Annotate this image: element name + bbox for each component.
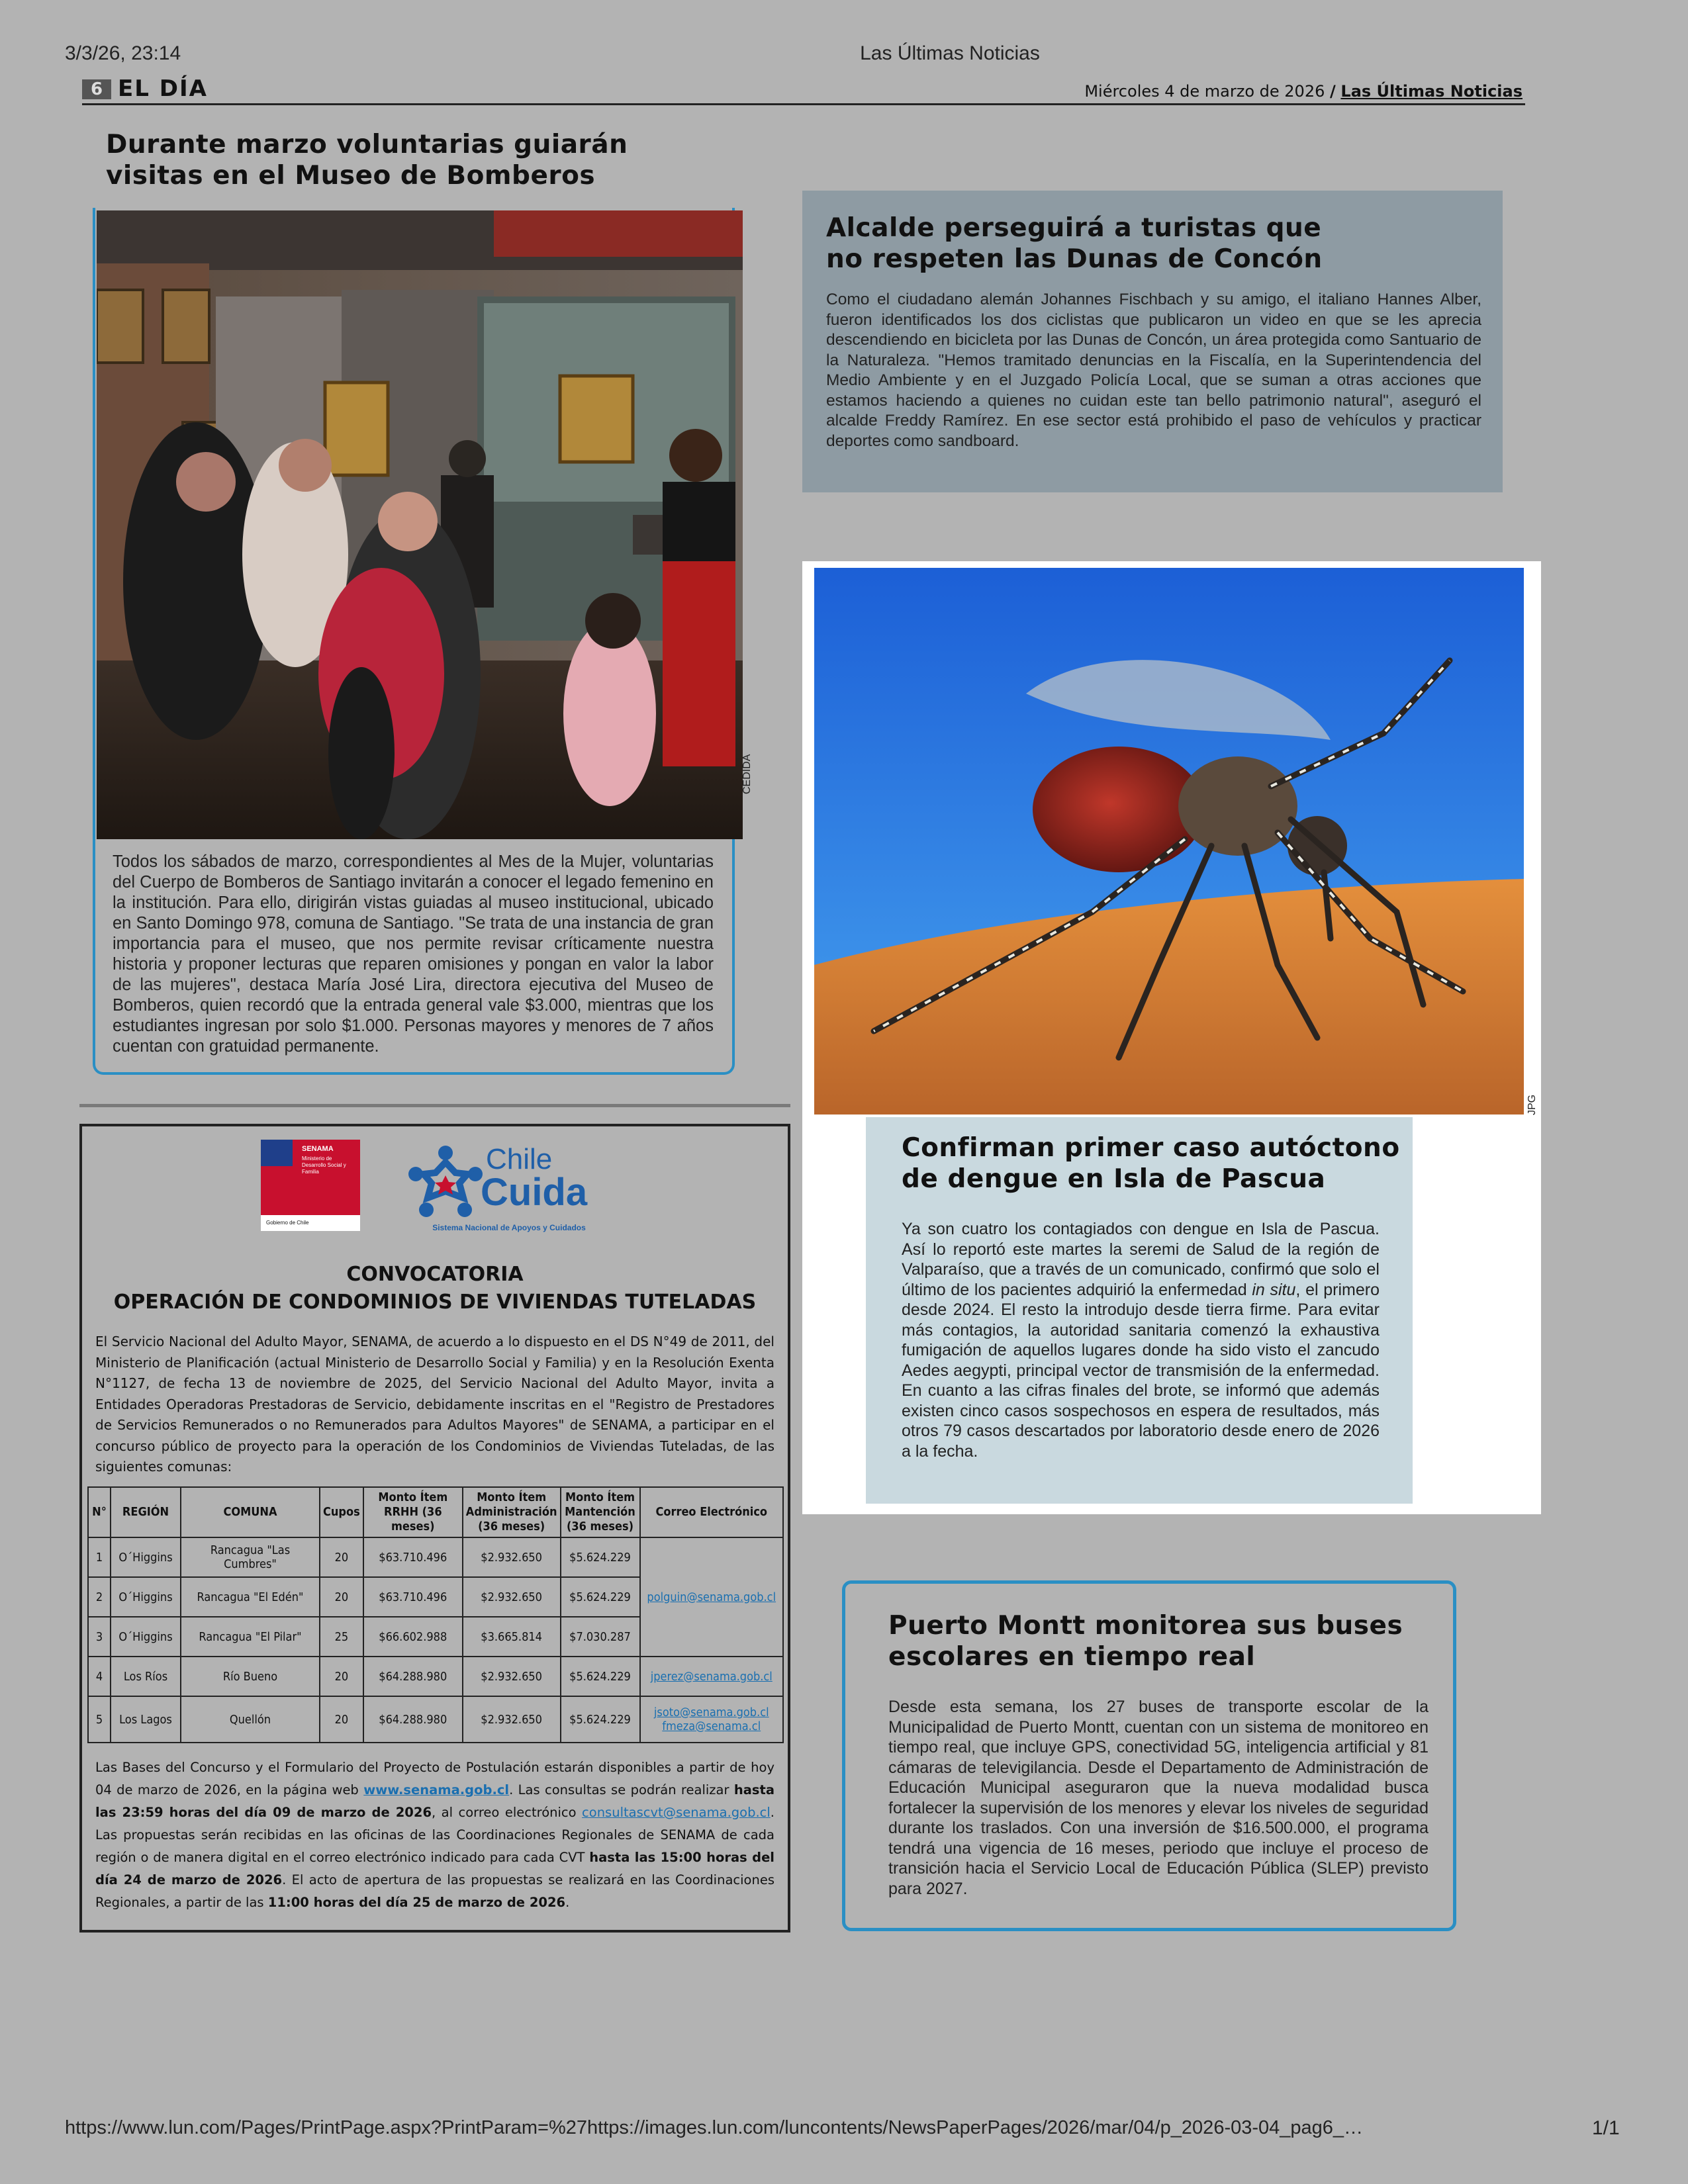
ad-title: CONVOCATORIA bbox=[346, 1263, 524, 1286]
concon-headline bbox=[826, 213, 1323, 275]
senama-website-link[interactable]: www.senama.gob.cl bbox=[363, 1782, 510, 1797]
table-cell: 3 bbox=[88, 1617, 111, 1657]
table-cell: $2.932.650 bbox=[463, 1657, 561, 1696]
table-cell: $63.710.496 bbox=[363, 1537, 463, 1577]
table-cell: 2 bbox=[88, 1577, 111, 1617]
senama-ad bbox=[79, 1124, 790, 1933]
senama-logo-subtitle: Ministerio de Desarrollo Social y Familia bbox=[302, 1156, 346, 1175]
ad-closing-text5: . El acto de apertura de las propuestas se realizará en las Coordinaciones Regionales, a partir de las bbox=[95, 1872, 774, 1910]
ad-opening-date: 11:00 horas del día 25 de marzo de 2026 bbox=[267, 1895, 566, 1910]
table-cell: $5.624.229 bbox=[561, 1537, 640, 1577]
table-cell: $5.624.229 bbox=[561, 1696, 640, 1743]
table-cell: Quellón bbox=[181, 1696, 320, 1743]
chile-cuida-word2: Cuida bbox=[481, 1171, 588, 1214]
puerto-montt-body: Desde esta semana, los 27 buses de transporte escolar de la Municipalidad de Puerto Montt, cuentan con un sistema de monitoreo en tiempo real, que incluye GPS, conectividad 5G, inteligencia artificial y 81 cámaras de televigilancia. Desde el Departamento de Administración de Educación Municipal aseguraron que la nueva modalidad busca fortalecer la supervisión de los menores y elevar los niveles de seguridad durante los traslados. Con una inversión de $16.500.000, el programa tendrá una vigencia de 16 meses, periodo que incluye el proceso de transición hacia el Servicio Local de Educación Pública (SLEP) previsto para 2027. bbox=[888, 1698, 1429, 1898]
table-row bbox=[88, 1537, 783, 1577]
ad-closing-text3: , al correo electrónico bbox=[432, 1805, 577, 1820]
table-cell: $2.932.650 bbox=[463, 1537, 561, 1577]
table-cell: 4 bbox=[88, 1657, 111, 1696]
th-admin: Monto Ítem Administración (36 meses) bbox=[463, 1487, 561, 1537]
museum-headline-line1: Durante marzo voluntarias guiarán bbox=[106, 130, 628, 159]
table-cell: Rancagua "El Edén" bbox=[181, 1577, 320, 1617]
chile-cuida-logo bbox=[406, 1140, 612, 1232]
table-cell: $2.932.650 bbox=[463, 1696, 561, 1743]
concon-headline-line1: Alcalde perseguirá a turistas que bbox=[826, 213, 1322, 243]
page-number-badge: 6 bbox=[82, 79, 111, 99]
table-cell: Los Ríos bbox=[111, 1657, 181, 1696]
ad-closing-text1: Las Bases del Concurso y el Formulario del Proyecto de Postulación estarán disponibles a partir de hoy 04 de marzo de 2026, en la página web bbox=[95, 1760, 774, 1797]
th-email: Correo Electrónico bbox=[640, 1487, 784, 1537]
table-cell: 5 bbox=[88, 1696, 111, 1743]
senama-logo-text: SENAMA bbox=[302, 1145, 334, 1153]
table-cell-email bbox=[640, 1657, 784, 1696]
masthead-separator: / bbox=[1330, 82, 1336, 101]
header-rule bbox=[82, 103, 1525, 105]
ad-top-rule bbox=[79, 1104, 790, 1107]
table-cell: Río Bueno bbox=[181, 1657, 320, 1696]
chile-cuida-word1: Chile bbox=[486, 1143, 553, 1175]
cvt-table-header-row bbox=[88, 1487, 783, 1537]
th-comuna: COMUNA bbox=[181, 1487, 320, 1537]
table-cell: Rancagua "Las Cumbres" bbox=[181, 1537, 320, 1577]
table-cell: $5.624.229 bbox=[561, 1577, 640, 1617]
puerto-montt-headline-line2: escolares en tiempo real bbox=[888, 1641, 1256, 1672]
table-cell: 1 bbox=[88, 1537, 111, 1577]
table-row bbox=[88, 1696, 783, 1743]
ad-closing-text6: . bbox=[565, 1895, 570, 1910]
concon-headline-line2: no respeten las Dunas de Concón bbox=[826, 244, 1323, 274]
cvt-table-wrapper bbox=[87, 1486, 784, 1743]
table-cell-email bbox=[640, 1696, 784, 1743]
ad-closing bbox=[95, 1756, 774, 1914]
table-cell: 20 bbox=[320, 1537, 363, 1577]
table-cell: $64.288.980 bbox=[363, 1657, 463, 1696]
museum-headline-line2: visitas en el Museo de Bomberos bbox=[106, 160, 596, 191]
print-timestamp: 3/3/26, 23:14 bbox=[65, 42, 181, 64]
masthead-line bbox=[993, 82, 1523, 101]
section-title: EL DÍA bbox=[118, 75, 208, 102]
museum-body: Todos los sábados de marzo, correspondientes al Mes de la Mujer, voluntarias del Cuerpo de Bomberos de Santiago invitarán a conocer el legado femenino en la institución. Para ello, dirigirán vistas guiadas al museo institucional, ubicado en Santo Domingo 978, comuna de Santiago. "Se trata de una instancia de gran importancia para el museo, que nos permite revisar críticamente nuestra historia y proponer lecturas que reparen omisiones y pongan en valor la labor de las mujeres", destaca María José Lira, directora ejecutiva del Museo de Bomberos, quien recordó que la entrada general vale $3.000, mientras que los estudiantes ingresan por solo $1.000. Personas mayores y menores de 7 años cuentan con gratuidad permanente. bbox=[113, 852, 714, 1056]
table-row bbox=[88, 1657, 783, 1696]
table-cell: $64.288.980 bbox=[363, 1696, 463, 1743]
newspaper-name: Las Últimas Noticias bbox=[1340, 82, 1523, 101]
table-cell-email bbox=[640, 1537, 784, 1657]
ad-closing-text4: . Las propuestas serán recibidas en las oficinas de las Coordinaciones Regionales de SENAMA de cada región o de manera digital en el correo electrónico indicado para cada CVT bbox=[95, 1805, 774, 1865]
ad-deadline-questions: hasta las 23:59 horas del día 09 de marzo de 2026 bbox=[95, 1782, 775, 1820]
dengue-body-part1: Ya son cuatro los contagiados con dengue en Isla de Pascua. Así lo reportó este martes la seremi de Salud de la región de Valparaíso, que a través de un comunicado, confirmó que solo el último de los pacientes adquirió la enfermedad bbox=[902, 1220, 1380, 1299]
email-link-jperez[interactable]: jperez@senama.gob.cl bbox=[650, 1669, 773, 1684]
table-cell: $2.932.650 bbox=[463, 1577, 561, 1617]
concon-body: Como el ciudadano alemán Johannes Fischbach y su amigo, el italiano Hannes Alber, fueron identificados los dos ciclistas que publicaron un video en que se les aprecia descendiendo en bicicleta por las Dunas de Concón, un área protegida como Santuario de la Naturaleza. "Hemos tramitado denuncias en la Fiscalía, en la Superintendencia del Medio Ambiente y en el Juzgado Policía Local, que se suman a otras acciones que estamos haciendo a quienes no cuidan este tan bello patrimonio natural", aseguró el alcalde Freddy Ramírez. En ese sector está prohibido el paso de vehículos y practicar deportes como sandboard. bbox=[826, 291, 1481, 450]
dengue-body bbox=[902, 1219, 1380, 1461]
email-link-fmeza[interactable]: fmeza@senama.cl bbox=[662, 1719, 761, 1733]
dengue-body-italic: in situ bbox=[1252, 1280, 1296, 1299]
puerto-montt-headline bbox=[888, 1611, 1403, 1673]
issue-date: Miércoles 4 de marzo de 2026 bbox=[1084, 82, 1325, 101]
dengue-headline bbox=[902, 1133, 1400, 1195]
dengue-headline-line2: de dengue en Isla de Pascua bbox=[902, 1163, 1326, 1194]
mosquito-photo-credit: JPG bbox=[1526, 1094, 1538, 1115]
mosquito-photo bbox=[814, 568, 1524, 1115]
ad-intro: El Servicio Nacional del Adulto Mayor, SENAMA, de acuerdo a lo dispuesto en el DS N°49 de 2011, del Ministerio de Planificación (actual Ministerio de Desarrollo Social y Familia) y en la Resolución Exenta N°1127, de fecha 13 de noviembre de 2025, del Servicio Nacional del Adulto Mayor, invita a Entidades Operadoras Prestadoras de Servicio, debidamente inscritas en el "Registro de Prestadores de Servicios Remunerados o no Remunerados para Adultos Mayores" de SENAMA, a participar en el concurso público de proyecto para la operación de los Condominios de Viviendas Tuteladas, de las siguientes comunas: bbox=[95, 1334, 774, 1475]
th-cupos: Cupos bbox=[320, 1487, 363, 1537]
table-cell: 20 bbox=[320, 1657, 363, 1696]
table-cell: $5.624.229 bbox=[561, 1657, 640, 1696]
table-cell: $3.665.814 bbox=[463, 1617, 561, 1657]
dengue-body-part2: , el primero desde 2024. El resto la introdujo desde tierra firme. Para evitar más contagios, la autoridad sanitaria comenzó la exhaustiva fumigación de aquellos lugares donde ha sido visto el zancudo Aedes aegypti, principal vector de transmisión de la enfermedad. En cuanto a las cifras finales del brote, se informó que además existen cinco casos sospechosos en espera de resultados, más otros 79 casos descartados por laboratorio desde enero de 2026 a la fecha. bbox=[902, 1280, 1380, 1461]
table-cell: 20 bbox=[320, 1696, 363, 1743]
email-link-polguin[interactable]: polguin@senama.gob.cl bbox=[647, 1590, 776, 1604]
ad-closing-text2: . Las consultas se podrán realizar bbox=[509, 1782, 729, 1797]
table-cell: $66.602.988 bbox=[363, 1617, 463, 1657]
museum-photo bbox=[97, 210, 743, 839]
gobierno-logo-text: Gobierno de Chile bbox=[261, 1215, 360, 1231]
th-mantencion: Monto Ítem Mantención (36 meses) bbox=[561, 1487, 640, 1537]
museum-headline bbox=[106, 130, 628, 192]
senama-logo bbox=[261, 1140, 360, 1231]
table-cell: 20 bbox=[320, 1577, 363, 1617]
th-number: N° bbox=[88, 1487, 111, 1537]
th-rrhh: Monto Ítem RRHH (36 meses) bbox=[363, 1487, 463, 1537]
chile-cuida-emblem-icon bbox=[406, 1144, 485, 1222]
consultas-email-link[interactable]: consultascvt@senama.gob.cl bbox=[582, 1805, 771, 1820]
ad-deadline-proposals: hasta las 15:00 horas del día 24 de marzo de 2026 bbox=[95, 1850, 774, 1888]
museum-photo-credit: CEDIDA bbox=[741, 754, 753, 794]
chile-cuida-tagline: Sistema Nacional de Apoyos y Cuidados bbox=[432, 1223, 586, 1232]
th-region: REGIÓN bbox=[111, 1487, 181, 1537]
print-url[interactable]: https://www.lun.com/Pages/PrintPage.aspx?PrintParam=%27https://images.lun.com/luncontents/NewsPaperPages/2026/mar/04/p_2026-03-04_pag6_… bbox=[65, 2117, 1364, 2138]
print-page-count: 1/1 bbox=[1592, 2117, 1620, 2139]
table-cell: $7.030.287 bbox=[561, 1617, 640, 1657]
puerto-montt-headline-line1: Puerto Montt monitorea sus buses bbox=[888, 1611, 1403, 1641]
table-cell: $63.710.496 bbox=[363, 1577, 463, 1617]
dengue-headline-line1: Confirman primer caso autóctono bbox=[902, 1133, 1400, 1163]
table-cell: O´Higgins bbox=[111, 1617, 181, 1657]
ad-subtitle: OPERACIÓN DE CONDOMINIOS DE VIVIENDAS TUTELADAS bbox=[113, 1291, 757, 1314]
email-link-jsoto[interactable]: jsoto@senama.gob.cl bbox=[653, 1706, 769, 1719]
print-page-title: Las Últimas Noticias bbox=[860, 42, 1040, 64]
table-cell: 25 bbox=[320, 1617, 363, 1657]
table-cell: O´Higgins bbox=[111, 1577, 181, 1617]
table-cell: Rancagua "El Pilar" bbox=[181, 1617, 320, 1657]
table-cell: Los Lagos bbox=[111, 1696, 181, 1743]
cvt-table bbox=[87, 1486, 784, 1743]
table-cell: O´Higgins bbox=[111, 1537, 181, 1577]
